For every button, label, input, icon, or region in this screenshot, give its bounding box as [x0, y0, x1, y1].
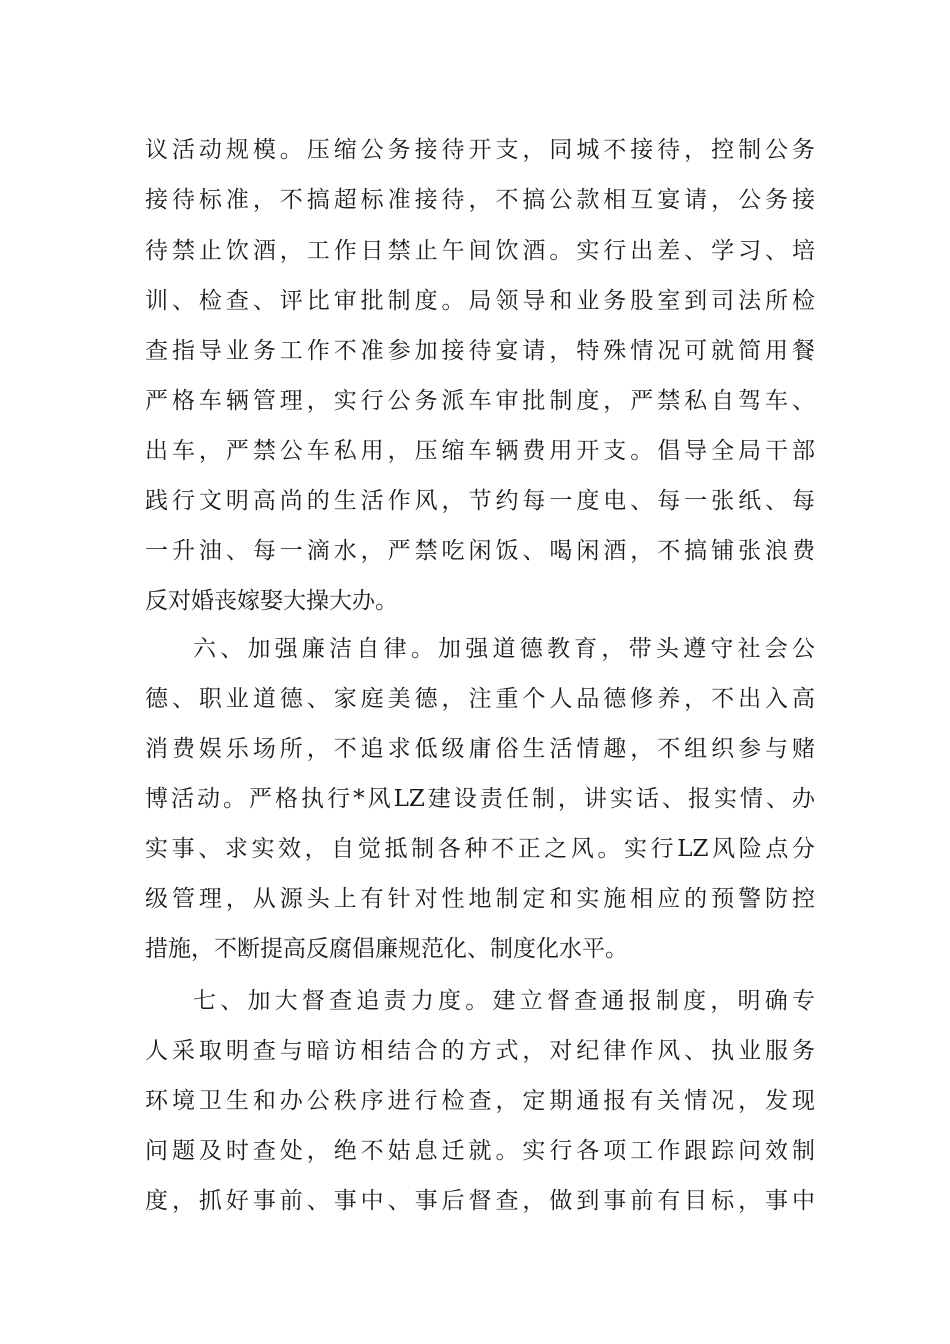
text-line: 反对婚丧嫁娶大操大办。 — [145, 588, 398, 614]
text-line: 查指导业务工作不准参加接待宴请，特殊情况可就简用餐 — [145, 338, 815, 364]
text-line: 待禁止饮酒，工作日禁止午间饮酒。实行出差、学习、培 — [145, 238, 815, 264]
text-line: 博活动。严格执行*风LZ建设责任制，讲实话、报实情、办 — [145, 786, 815, 812]
text-line: 环境卫生和办公秩序进行检查，定期通报有关情况，发现 — [145, 1088, 815, 1114]
text-line: 接待标准，不搞超标准接待，不搞公款相互宴请，公务接 — [145, 187, 815, 213]
text-line: 议活动规模。压缩公务接待开支，同城不接待，控制公务 — [145, 137, 815, 163]
section-heading-line: 七、加大督查追责力度。建立督查通报制度，明确专 — [193, 988, 815, 1014]
text-line: 级管理，从源头上有针对性地制定和实施相应的预警防控 — [145, 886, 815, 912]
text-line: 一升油、每一滴水，严禁吃闲饭、喝闲酒，不搞铺张浪费 — [145, 538, 815, 564]
text-line: 践行文明高尚的生活作风，节约每一度电、每一张纸、每 — [145, 488, 815, 514]
text-line: 度，抓好事前、事中、事后督查，做到事前有目标，事中 — [145, 1188, 815, 1214]
text-line: 消费娱乐场所，不追求低级庸俗生活情趣，不组织参与赌 — [145, 736, 815, 762]
text-line: 实事、求实效，自觉抵制各种不正之风。实行LZ风险点分 — [145, 836, 815, 862]
text-line: 人采取明查与暗访相结合的方式，对纪律作风、执业服务 — [145, 1038, 815, 1064]
text-line: 措施，不断提高反腐倡廉规范化、制度化水平。 — [145, 936, 628, 962]
text-line: 德、职业道德、家庭美德，注重个人品德修养，不出入高 — [145, 686, 815, 712]
section-heading-line: 六、加强廉洁自律。加强道德教育，带头遵守社会公 — [193, 636, 815, 662]
text-line: 问题及时查处，绝不姑息迁就。实行各项工作跟踪问效制 — [145, 1138, 815, 1164]
text-line: 严格车辆管理，实行公务派车审批制度，严禁私自驾车、 — [145, 388, 815, 414]
text-line: 出车，严禁公车私用，压缩车辆费用开支。倡导全局干部 — [145, 438, 815, 464]
text-line: 训、检查、评比审批制度。局领导和业务股室到司法所检 — [145, 288, 815, 314]
